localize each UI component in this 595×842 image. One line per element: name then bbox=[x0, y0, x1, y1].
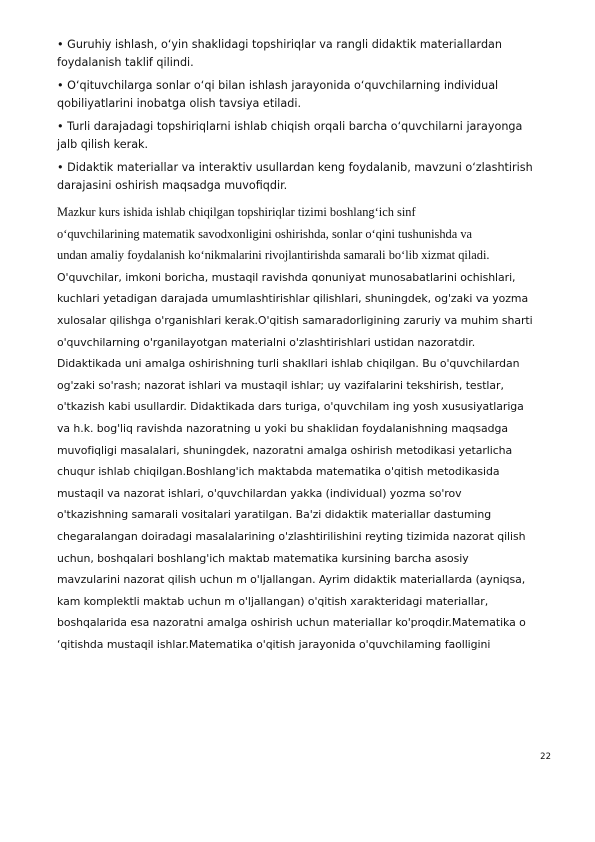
page-number: 22 bbox=[540, 752, 551, 762]
bullet-item-2: • O‘qituvchilarga sonlar o‘qi bilan ishlash jarayonida o‘quvchilarning individual qobiliyatlarini inobatga olish tavsiya etiladi. bbox=[57, 79, 499, 110]
body-paragraph: O'quvchilar, imkoni boricha, mustaqil ravishda qonuniyat munosabatlarini ochishlari, kuchlari yetadigan darajada umumlashtirishlar qilishlari, shuningdek, og'zaki va yozma xulosalar qilishga o'rganishlari kerak.O'qitish samaradorligining zaruriy va muhim sharti o'quvchilarning o'rganilayotgan materialni o'zlashtirishlari ustidan nazoratdir. Didaktikada uni amalga oshirishning turli shakllari ishlab chiqilgan. Bu o'quvchilardan og'zaki so'rash; nazorat ishlari va mustaqil ishlar; uy vazifalarini tekshirish, testlar, o'tkazish kabi usullardir. Didaktikada dars turiga, o'quvchilam ing yosh xususiyatlariga va h.k. bog'liq ravishda nazoratning u yoki bu shaklidan foydalanishning maqsadga muvofiqligi masalalari, shuningdek, nazoratni amalga oshirish metodikasi yetarlicha chuqur ishlab chiqilgan.Boshlang'ich maktabda matematika o'qitish metodikasida mustaqil va nazorat ishlari, o'quvchilardan yakka (individual) yozma so'rov o'tkazishning samarali vositalari yaratilgan. Ba'zi didaktik materiallar dastuming chegaralangan doiradagi masalalarining o'zlashtirilishini reyting tizimida nazorat qilish uchun, boshqalari boshlang'ich maktab matematika kursining barcha asosiy mavzularini nazorat qilish uchun m o'ljallangan. Ayrim didaktik materiallarda (ayniqsa, kam komplektli maktab uchun m o'ljallangan) o'qitish xarakteridagi materiallar, boshqalarida esa nazoratni amalga oshirish uchun materiallar ko'proqdir.Matematika o ‘qitishda mustaqil ishlar.Matematika o'qitish jarayonida o'quvchilaming faolligini bbox=[57, 270, 533, 651]
conclusion-paragraph: Mazkur kurs ishida ishlab chiqilgan topshiriqlar tizimi boshlang‘ich sinf o‘quvchilarining matematik savodxonligini oshirishda, sonlar o‘qini tushunishda va undan amaliy foydalanish ko‘nikmalarini rivojlantirishda samarali bo‘lib xizmat qiladi. bbox=[57, 205, 490, 263]
bullet-item-4: • Didaktik materiallar va interaktiv usullardan keng foydalanib, mavzuni o‘zlashtirish darajasini oshirish maqsadga muvofiqdir. bbox=[57, 161, 533, 192]
bullet-item-1: • Guruhiy ishlash, o‘yin shaklidagi topshiriqlar va rangli didaktik materiallardan foydalanish taklif qilindi. bbox=[57, 38, 502, 69]
page-content bbox=[57, 36, 557, 655]
bullet-item-3: • Turli darajadagi topshiriqlarni ishlab chiqish orqali barcha o‘quvchilarni jarayonga jalb qilish kerak. bbox=[57, 120, 523, 151]
